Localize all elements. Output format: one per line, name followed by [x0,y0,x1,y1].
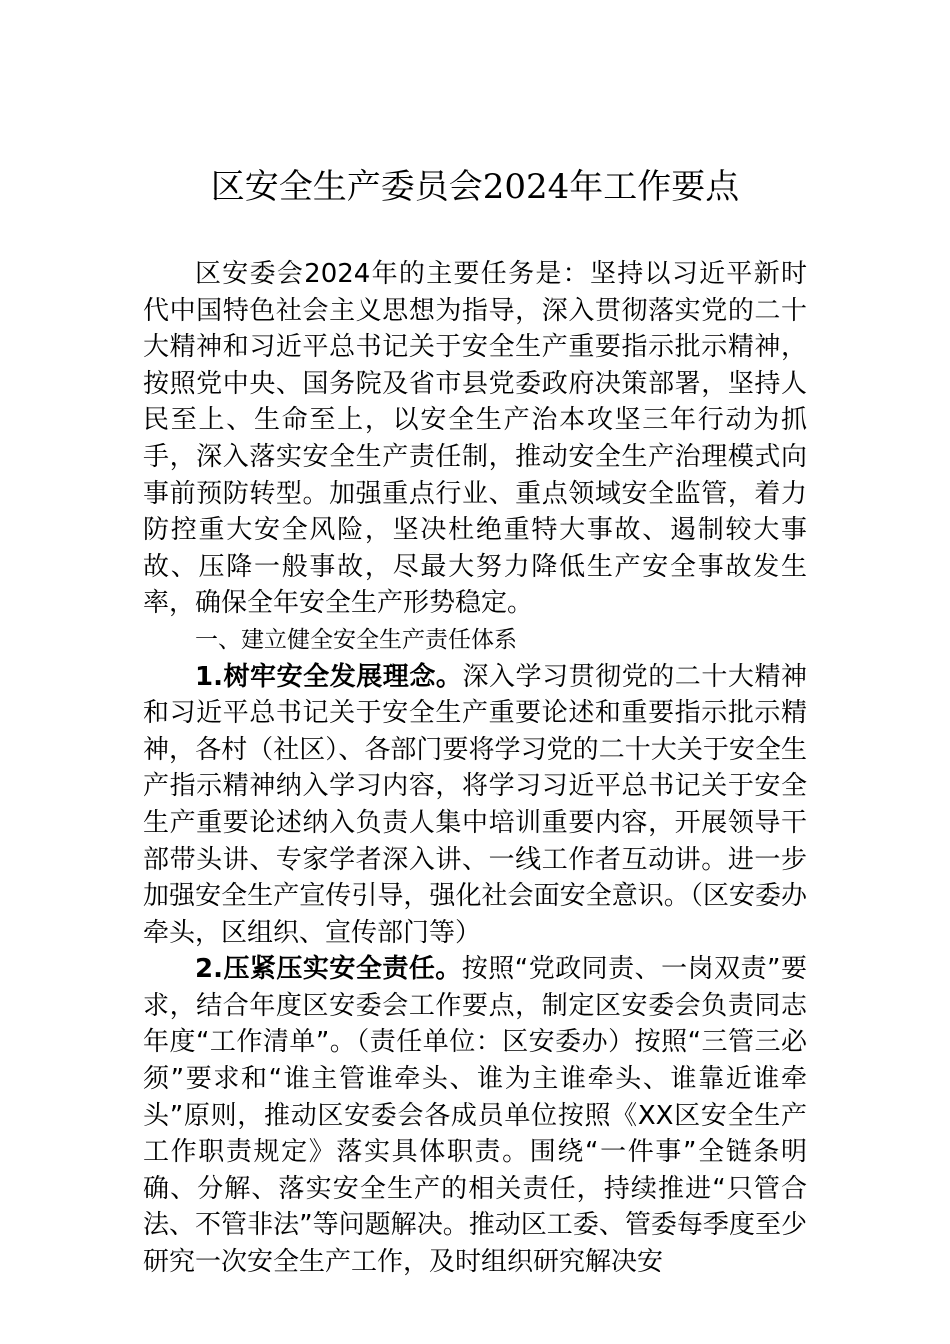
intro-paragraph: 区安委会2024年的主要任务是：坚持以习近平新时代中国特色社会主义思想为指导，深入贯彻落实党的二十大精神和习近平总书记关于安全生产重要指示批示精神，按照党中央、国务院及省市县党委政府决策部署，坚持人民至上、生命至上，以安全生产治本攻坚三年行动为抓手，深入落实安全生产责任制，推动安全生产治理模式向事前预防转型。加强重点行业、重点领域安全监管，着力防控重大安全风险，坚决杜绝重特大事故、遏制较大事故、压降一般事故，尽最大努力降低生产安全事故发生率，确保全年安全生产形势稳定。 [143,259,807,619]
document-body [143,256,807,1281]
item-paragraph-1 [143,659,807,952]
item-title-2: 2.压紧压实安全责任。 [195,954,462,985]
item-title-1: 1.树牢安全发展理念。 [195,661,463,692]
document-title: 区安全生产委员会2024年工作要点 [210,167,740,207]
item-body-1: 深入学习贯彻党的二十大精神和习近平总书记关于安全生产重要论述和重要指示批示精神，各村（社区）、各部门要将学习党的二十大关于安全生产指示精神纳入学习内容，将学习习近平总书记关于安全生产重要论述纳入负责人集中培训重要内容，开展领导干部带头讲、专家学者深入讲、一线工作者互动讲。进一步加强安全生产宣传引导，强化社会面安全意识。（区安委办牵头，区组织、宣传部门等） [143,661,807,948]
item-paragraph-2 [143,951,807,1280]
item-body-2: 按照“党政同责、一岗双责”要求，结合年度区安委会工作要点，制定区安委会负责同志年度“工作清单”。（责任单位：区安委办）按照“三管三必须”要求和“谁主管谁牵头、谁为主谁牵头、谁靠近谁牵头”原则，推动区安委会各成员单位按照《XX区安全生产工作职责规定》落实具体职责。围绕“一件事”全链条明确、分解、落实安全生产的相关责任，持续推进“只管合法、不管非法”等问题解决。推动区工委、管委每季度至少研究一次安全生产工作，及时组织研究解决安 [143,954,807,1278]
section-heading: 一、建立健全安全生产责任体系 [195,626,517,653]
